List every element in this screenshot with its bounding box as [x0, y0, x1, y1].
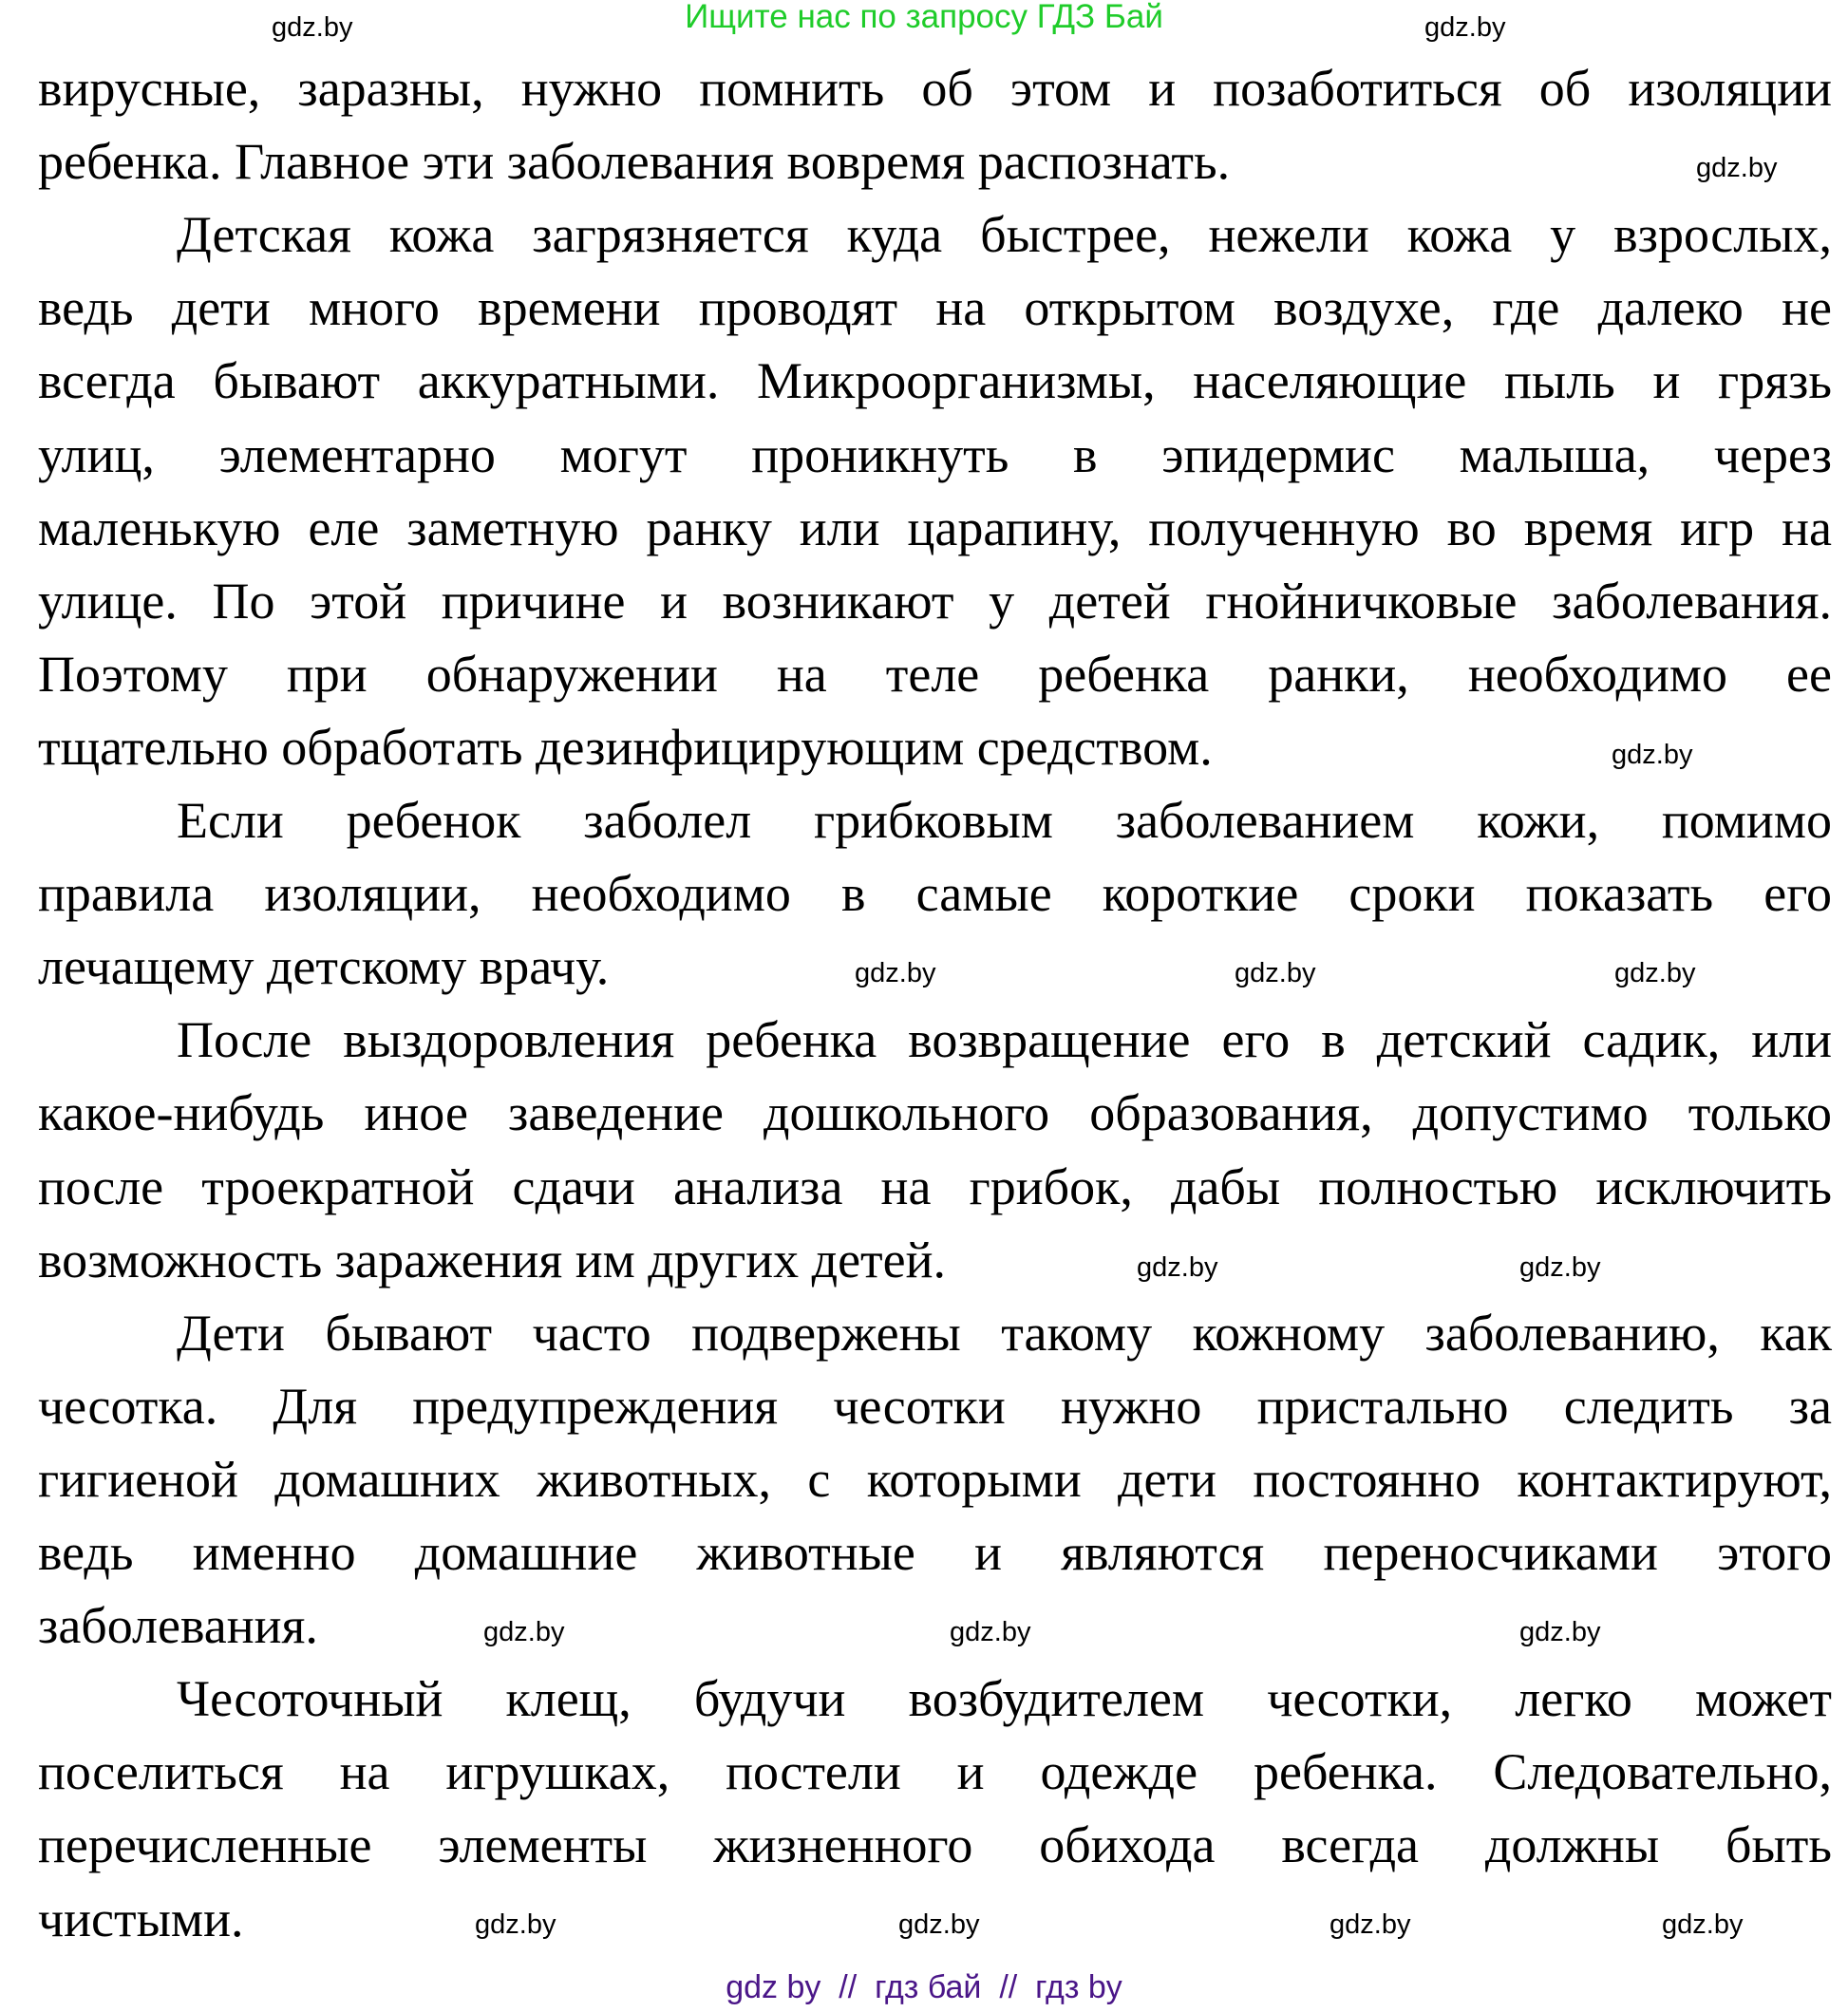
watermark: gdz.by [1137, 1252, 1218, 1283]
footer-links[interactable]: gdz by // гдз бай // гдз by [726, 1969, 1122, 2005]
text-line: маленькую еле заметную ранку или царапину, полученную во время игр на [38, 498, 1832, 556]
text-line: заболевания. [38, 1597, 318, 1655]
text-line: возможность заражения им других детей. [38, 1231, 947, 1288]
text-line: правила изоляции, необходимо в самые короткие сроки показать его [38, 865, 1832, 923]
watermark: gdz.by [1519, 1252, 1601, 1283]
text-line: ребенка. Главное эти заболевания вовремя распознать. [38, 133, 1231, 191]
text-line: улиц, элементарно могут проникнуть в эпидермис малыша, через [38, 425, 1832, 483]
text-line: лечащему детскому врачу. [38, 938, 610, 996]
text-line: улице. По этой причине и возникают у детей гнойничковые заболевания. [38, 572, 1832, 630]
watermark: gdz.by [950, 1617, 1031, 1647]
watermark: gdz.by [272, 12, 353, 43]
text-line: после троекратной сдачи анализа на грибок, дабы полностью исключить [38, 1157, 1832, 1215]
text-line: чесотка. Для предупреждения чесотки нужно пристально следить за [38, 1377, 1832, 1435]
watermark: gdz.by [1519, 1617, 1601, 1647]
text-line: Чесоточный клещ, будучи возбудителем чесотки, легко может [177, 1670, 1832, 1728]
watermark: gdz.by [475, 1909, 556, 1940]
text-line: Поэтому при обнаружении на теле ребенка ранки, необходимо ее [38, 645, 1832, 703]
watermark: gdz.by [1424, 12, 1506, 43]
text-line: После выздоровления ребенка возвращение его в детский садик, или [177, 1011, 1832, 1069]
text-line: всегда бывают аккуратными. Микроорганизмы, населяющие пыль и грязь [38, 352, 1832, 410]
watermark: gdz.by [483, 1617, 565, 1647]
text-line: тщательно обработать дезинфицирующим средством. [38, 718, 1213, 776]
text-line: ведь именно домашние животные и являются переносчиками этого [38, 1524, 1832, 1581]
watermark: gdz.by [898, 1909, 980, 1940]
text-line: Дети бывают часто подвержены такому кожному заболеванию, как [177, 1304, 1832, 1362]
text-line: ведь дети много времени проводят на открытом воздухе, где далеко не [38, 279, 1832, 337]
watermark: gdz.by [855, 958, 936, 988]
watermark: gdz.by [1614, 958, 1696, 988]
text-line: какое-нибудь иное заведение дошкольного образования, допустимо только [38, 1084, 1832, 1142]
watermark: gdz.by [1612, 740, 1693, 770]
watermark: gdz.by [1329, 1909, 1411, 1940]
search-banner: Ищите нас по запросу ГДЗ Бай [685, 0, 1163, 35]
text-line: Детская кожа загрязняется куда быстрее, нежели кожа у взрослых, [177, 206, 1832, 264]
text-line: перечисленные элементы жизненного обихода всегда должны быть [38, 1816, 1832, 1874]
text-line: Если ребенок заболел грибковым заболеванием кожи, помимо [177, 792, 1832, 849]
watermark: gdz.by [1235, 958, 1316, 988]
text-line: вирусные, заразны, нужно помнить об этом и позаботиться об изоляции [38, 60, 1832, 117]
watermark: gdz.by [1662, 1909, 1744, 1940]
text-line: поселиться на игрушках, постели и одежде ребенка. Следовательно, [38, 1743, 1832, 1801]
text-line: чистыми. [38, 1890, 244, 1947]
text-line: гигиеной домашних животных, с которыми дети постоянно контактируют, [38, 1450, 1832, 1508]
watermark: gdz.by [1696, 153, 1778, 183]
